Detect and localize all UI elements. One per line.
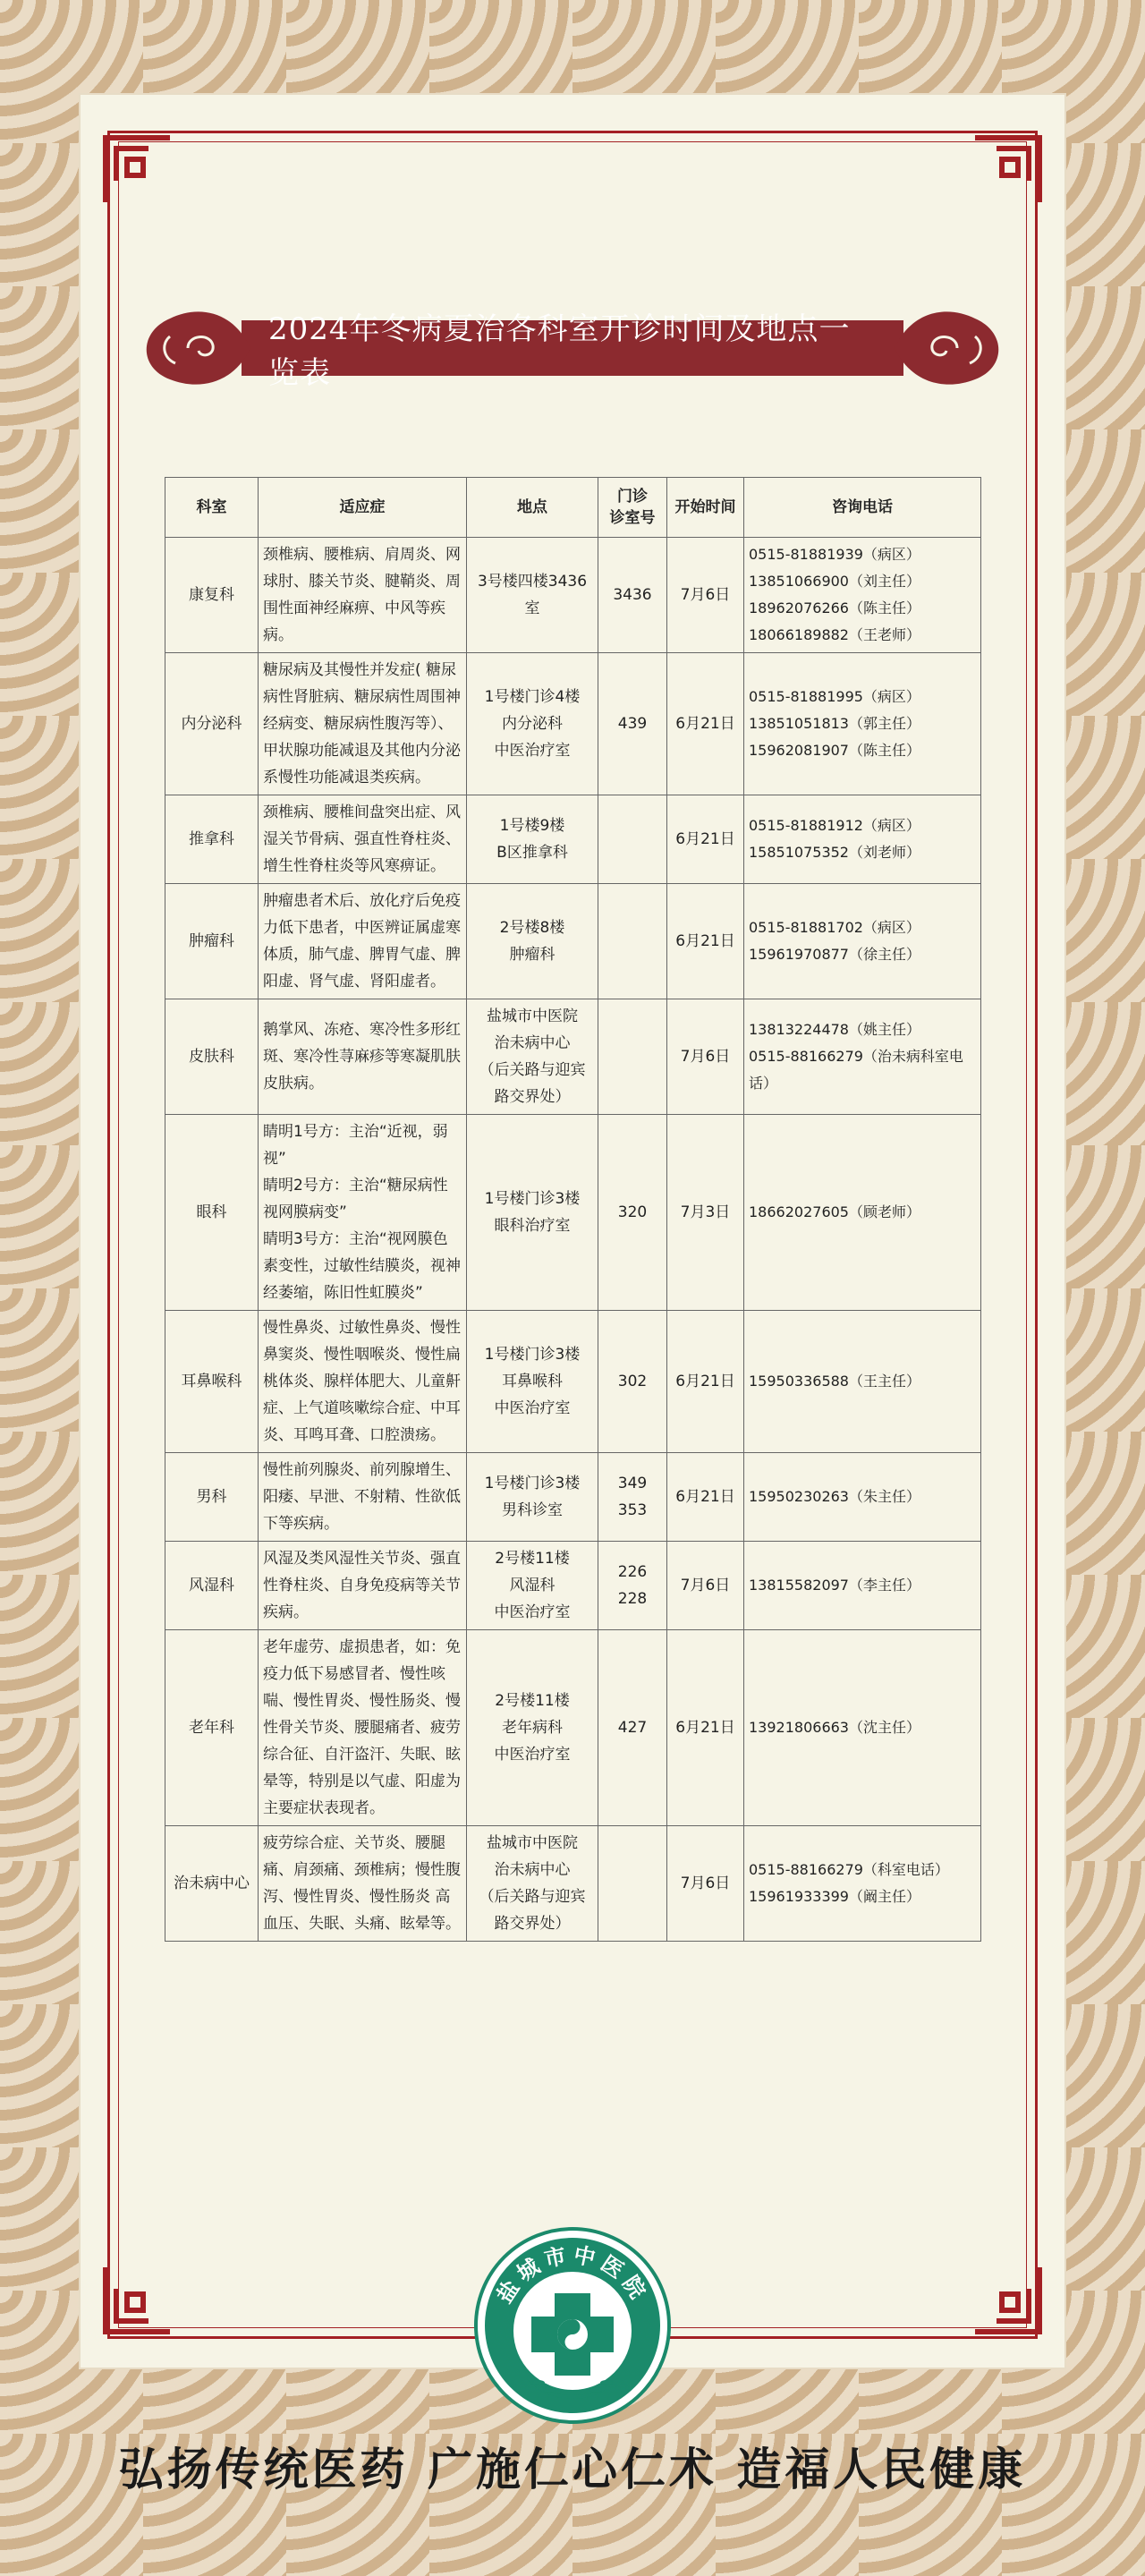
header-phone: 咨询电话 (744, 478, 981, 538)
cell-phone (744, 795, 981, 884)
phone-line: 15851075352（刘老师） (749, 844, 920, 861)
cell-dept: 老年科 (165, 1630, 259, 1826)
cell-phone (744, 999, 981, 1115)
cell-indication: 肿瘤患者术后、放化疗后免疫力低下患者，中医辨证属虚寒体质，肺气虚、脾胃气虚、脾阳虚、肾气虚、肾阳虚者。 (259, 884, 467, 999)
cell-room: 427 (598, 1630, 667, 1826)
cell-location (467, 1826, 598, 1942)
location-line: 路交界处） (494, 1915, 571, 1933)
cell-dept: 皮肤科 (165, 999, 259, 1115)
location-line: 治未病中心 (494, 1034, 571, 1052)
location-line: 1号楼门诊3楼 (484, 1346, 581, 1364)
cell-location (467, 884, 598, 999)
location-line: 1号楼门诊4楼 (484, 688, 581, 706)
hospital-logo (472, 2225, 673, 2426)
location-line: 男科诊室 (502, 1501, 563, 1519)
cell-indication: 鹅掌风、冻疮、寒冷性多形红斑、寒冷性荨麻疹等寒凝肌肤皮肤病。 (259, 999, 467, 1115)
location-line: B区推拿科 (496, 844, 568, 862)
phone-line: 0515-88166279（治未病科室电话） (749, 1048, 963, 1092)
cell-phone (744, 1115, 981, 1311)
cell-start-time: 6月21日 (667, 795, 744, 884)
cell-start-time: 6月21日 (667, 1453, 744, 1542)
table-row (165, 884, 981, 999)
corner-ornament-top-left (98, 131, 177, 209)
location-line: 2号楼11楼 (495, 1550, 570, 1568)
location-line: 盐城市中医院 (487, 1834, 578, 1852)
phone-line: 0515-81881702（病区） (749, 919, 920, 936)
cell-phone (744, 1826, 981, 1942)
cell-phone (744, 538, 981, 653)
cell-dept: 肿瘤科 (165, 884, 259, 999)
location-line: 中医治疗室 (494, 1746, 571, 1764)
cell-location (467, 653, 598, 795)
cell-indication: 糖尿病及其慢性并发症( 糖尿病性肾脏病、糖尿病性周围神经病变、糖尿病性腹泻等）、甲状腺功能减退及其他内分泌系慢性功能减退类疾病。 (259, 653, 467, 795)
header-room: 门诊 诊室号 (598, 478, 667, 538)
cell-indication: 慢性鼻炎、过敏性鼻炎、慢性鼻窦炎、慢性咽喉炎、慢性扁桃体炎、腺样体肥大、儿童鼾症、上气道咳嗽综合症、中耳炎、耳鸣耳聋、口腔溃疡。 (259, 1311, 467, 1453)
cell-indication: 颈椎病、腰椎间盘突出症、风湿关节骨病、强直性脊柱炎、增生性脊柱炎等风寒痹证。 (259, 795, 467, 884)
cell-start-time: 7月6日 (667, 999, 744, 1115)
phone-line: 0515-88166279（科室电话） (749, 1861, 949, 1878)
phone-line: 15961970877（徐主任） (749, 946, 920, 963)
table-row (165, 1542, 981, 1630)
location-line: 眼科治疗室 (494, 1217, 571, 1235)
cell-location (467, 1115, 598, 1311)
cell-dept: 康复科 (165, 538, 259, 653)
location-line: 3号楼四楼3436室 (477, 573, 588, 617)
cell-location (467, 999, 598, 1115)
location-line: 2号楼11楼 (495, 1692, 570, 1710)
location-line: 老年病科 (502, 1719, 563, 1737)
location-line: 中医治疗室 (494, 1399, 571, 1417)
header-location: 地点 (467, 478, 598, 538)
cell-indication: 疲劳综合症、关节炎、腰腿痛、肩颈痛、颈椎病；慢性腹泻、慢性胃炎、慢性肠炎 高血压、失眠、头痛、眩晕等。 (259, 1826, 467, 1942)
cell-dept: 治未病中心 (165, 1826, 259, 1942)
table-row (165, 1630, 981, 1826)
location-line: 中医治疗室 (494, 742, 571, 760)
logo-text: 盐城市中医院 (491, 2241, 654, 2308)
cell-room (598, 884, 667, 999)
cell-start-time: 7月3日 (667, 1115, 744, 1311)
cell-dept: 推拿科 (165, 795, 259, 884)
phone-line: 13921806663（沈主任） (749, 1719, 920, 1736)
cell-room: 349 353 (598, 1453, 667, 1542)
cell-start-time: 7月6日 (667, 1542, 744, 1630)
cell-location (467, 1630, 598, 1826)
header-start-time: 开始时间 (667, 478, 744, 538)
location-line: 肿瘤科 (509, 946, 556, 964)
phone-line: 18066189882（王老师） (749, 626, 920, 643)
cell-dept: 内分泌科 (165, 653, 259, 795)
cell-dept: 眼科 (165, 1115, 259, 1311)
location-line: 2号楼8楼 (499, 919, 565, 937)
phone-line: 13815582097（李主任） (749, 1577, 920, 1594)
phone-line: 15950230263（朱主任） (749, 1488, 920, 1505)
phone-line: 18662027605（顾老师） (749, 1203, 920, 1220)
location-line: 耳鼻喉科 (502, 1373, 563, 1390)
cell-phone (744, 1542, 981, 1630)
cell-room: 226 228 (598, 1542, 667, 1630)
cell-phone (744, 653, 981, 795)
cell-start-time: 6月21日 (667, 1311, 744, 1453)
cell-room: 3436 (598, 538, 667, 653)
cell-room: 302 (598, 1311, 667, 1453)
cell-indication: 慢性前列腺炎、前列腺增生、阳痿、早泄、不射精、性欲低下等疾病。 (259, 1453, 467, 1542)
schedule-table (165, 477, 981, 1942)
table-row (165, 1826, 981, 1942)
phone-line: 13813224478（姚主任） (749, 1021, 920, 1038)
corner-ornament-top-right (968, 131, 1047, 209)
cell-indication: 老年虚劳、虚损患者，如：免疫力低下易感冒者、慢性咳喘、慢性胃炎、慢性肠炎、慢性骨关节炎、腰腿痛者、疲劳综合征、自汗盗汗、失眠、眩晕等，特别是以气虚、阳虚为主要症状表现者。 (259, 1630, 467, 1826)
phone-line: 18962076266（陈主任） (749, 599, 920, 616)
location-line: 风湿科 (509, 1577, 556, 1594)
corner-ornament-bottom-left (98, 2260, 177, 2339)
location-line: 治未病中心 (494, 1861, 571, 1879)
table-row (165, 1453, 981, 1542)
cell-location (467, 538, 598, 653)
cell-location (467, 1453, 598, 1542)
cell-start-time: 6月21日 (667, 1630, 744, 1826)
cell-phone (744, 884, 981, 999)
location-line: 内分泌科 (502, 715, 563, 733)
table-row (165, 653, 981, 795)
svg-text:盐城市中医院 (492, 2242, 653, 2308)
table-row (165, 538, 981, 653)
cell-phone (744, 1311, 981, 1453)
cell-room: 439 (598, 653, 667, 795)
table-row (165, 1115, 981, 1311)
location-line: （后关路与迎宾 (479, 1888, 586, 1906)
cell-start-time: 7月6日 (667, 1826, 744, 1942)
cell-phone (744, 1453, 981, 1542)
phone-line: 15961933399（阚主任） (749, 1888, 920, 1905)
table-row (165, 795, 981, 884)
page-title: 2024年冬病夏治各科室开诊时间及地点一览表 (268, 311, 851, 391)
corner-ornament-bottom-right (968, 2260, 1047, 2339)
phone-line: 0515-81881939（病区） (749, 546, 920, 563)
cell-room: 320 (598, 1115, 667, 1311)
table-row (165, 1311, 981, 1453)
cell-location (467, 1311, 598, 1453)
phone-line: 13851066900（刘主任） (749, 573, 920, 590)
location-line: 1号楼门诊3楼 (484, 1475, 581, 1492)
location-line: 中医治疗室 (494, 1603, 571, 1621)
cell-indication: 风湿及类风湿性关节炎、强直性脊柱炎、自身免疫病等关节疾病。 (259, 1542, 467, 1630)
cell-start-time: 6月21日 (667, 884, 744, 999)
cell-dept: 风湿科 (165, 1542, 259, 1630)
header-dept: 科室 (165, 478, 259, 538)
phone-line: 13851051813（郭主任） (749, 715, 920, 732)
location-line: 路交界处） (494, 1088, 571, 1106)
table-header-row (165, 478, 981, 538)
slogan: 弘扬传统医药 广施仁心仁术 造福人民健康 (118, 2444, 1027, 2495)
cell-start-time: 6月21日 (667, 653, 744, 795)
header-indication: 适应症 (259, 478, 467, 538)
cell-dept: 男科 (165, 1453, 259, 1542)
location-line: 盐城市中医院 (487, 1007, 578, 1025)
cell-location (467, 1542, 598, 1630)
cell-indication: 睛明1号方：主治“近视，弱视” 睛明2号方：主治“糖尿病性视网膜病变” 睛明3号方：主治“视网膜色素变性，过敏性结膜炎，视神经萎缩，陈旧性虹膜炎” (259, 1115, 467, 1311)
cell-location (467, 795, 598, 884)
location-line: 1号楼门诊3楼 (484, 1190, 581, 1208)
phone-line: 0515-81881912（病区） (749, 817, 920, 834)
table-row (165, 999, 981, 1115)
cell-room (598, 999, 667, 1115)
cell-start-time: 7月6日 (667, 538, 744, 653)
location-line: 1号楼9楼 (499, 817, 565, 835)
phone-line: 15950336588（王主任） (749, 1373, 920, 1390)
cell-room (598, 1826, 667, 1942)
phone-line: 15962081907（陈主任） (749, 742, 920, 759)
cell-phone (744, 1630, 981, 1826)
cell-indication: 颈椎病、腰椎病、肩周炎、网球肘、膝关节炎、腱鞘炎、周围性面神经麻痹、中风等疾病。 (259, 538, 467, 653)
cell-dept: 耳鼻喉科 (165, 1311, 259, 1453)
phone-line: 0515-81881995（病区） (749, 688, 920, 705)
location-line: （后关路与迎宾 (479, 1061, 586, 1079)
title-banner (134, 301, 1011, 395)
cell-room (598, 795, 667, 884)
